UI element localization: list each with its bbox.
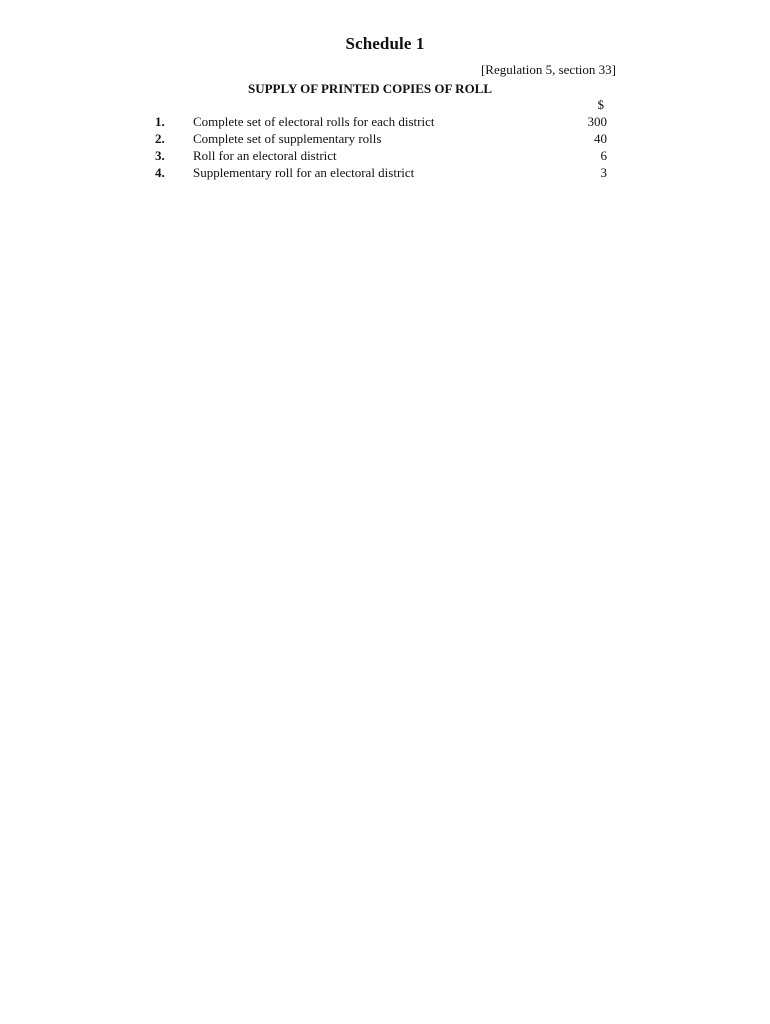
item-amount: 3 — [600, 165, 607, 180]
fee-items-list — [155, 113, 607, 181]
item-amount: 40 — [594, 131, 607, 146]
currency-column-heading: $ — [597, 97, 604, 112]
item-amount: 300 — [587, 114, 607, 129]
schedule-heading: SUPPLY OF PRINTED COPIES OF ROLL — [248, 81, 493, 96]
item-number: 2. — [155, 131, 165, 146]
item-description: Roll for an electoral district — [193, 148, 337, 163]
item-number: 3. — [155, 148, 165, 163]
item-description: Supplementary roll for an electoral district — [193, 165, 415, 180]
fee-item — [155, 113, 607, 130]
schedule-title: Schedule 1 — [345, 34, 425, 53]
fee-item — [155, 130, 607, 147]
regulation-reference: [Regulation 5, section 33] — [480, 62, 616, 77]
item-number: 1. — [155, 114, 165, 129]
item-description: Complete set of supplementary rolls — [193, 131, 382, 146]
item-description: Complete set of electoral rolls for each district — [193, 114, 435, 129]
item-amount: 6 — [600, 148, 607, 163]
fee-item — [155, 147, 607, 164]
fee-item — [155, 164, 607, 181]
item-number: 4. — [155, 165, 165, 180]
